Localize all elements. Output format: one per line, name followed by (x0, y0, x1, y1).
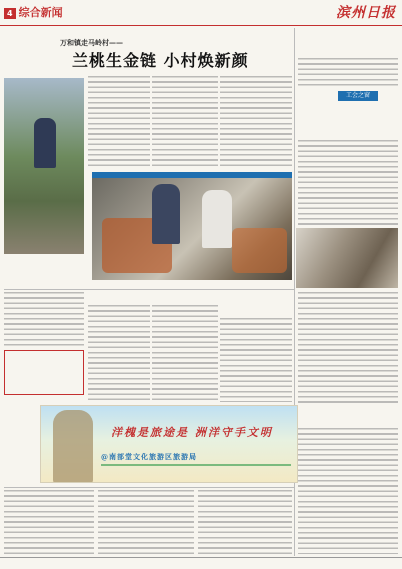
middle-text-3 (220, 318, 292, 402)
right-text-2 (298, 140, 398, 226)
bottom-text-1 (4, 490, 94, 554)
band-divider (4, 289, 294, 290)
section-number: 4 (4, 8, 16, 19)
main-article-headline: 兰桃生金链 小村焕新颜 (72, 51, 249, 70)
culture-title: 洋槐是旅途是 洲洋守手文明 (111, 426, 273, 439)
masthead: 滨州日报 (336, 5, 396, 21)
article-column-1 (88, 76, 150, 168)
highlight-box (4, 350, 84, 395)
bottom-text-3 (198, 490, 292, 554)
article-column-2 (152, 76, 218, 168)
right-photo (296, 228, 398, 288)
right-text-4 (298, 428, 398, 554)
article-column-3 (220, 76, 292, 168)
middle-text-2 (152, 305, 218, 401)
page-footer (0, 557, 402, 569)
left-photo (4, 78, 84, 254)
bottom-divider (4, 487, 294, 488)
middle-text-1 (88, 305, 150, 401)
culture-advertisement (40, 405, 298, 483)
section-tag (4, 4, 63, 20)
right-column-tag: 工会之窗 (338, 91, 378, 101)
right-text-1 (298, 58, 398, 88)
main-photo (92, 178, 292, 280)
section-title: 综合新闻 (18, 6, 63, 19)
bottom-text-2 (98, 490, 194, 554)
right-text-3 (298, 292, 398, 404)
main-article-kicker: 万和镇走马岭村—— (60, 38, 123, 47)
culture-subtitle: @南部堂文化旅游区旅游局 (101, 452, 197, 461)
left-text-lower (4, 292, 84, 348)
culture-divider (101, 464, 291, 466)
page-header (0, 0, 402, 26)
statue-image (53, 410, 93, 483)
